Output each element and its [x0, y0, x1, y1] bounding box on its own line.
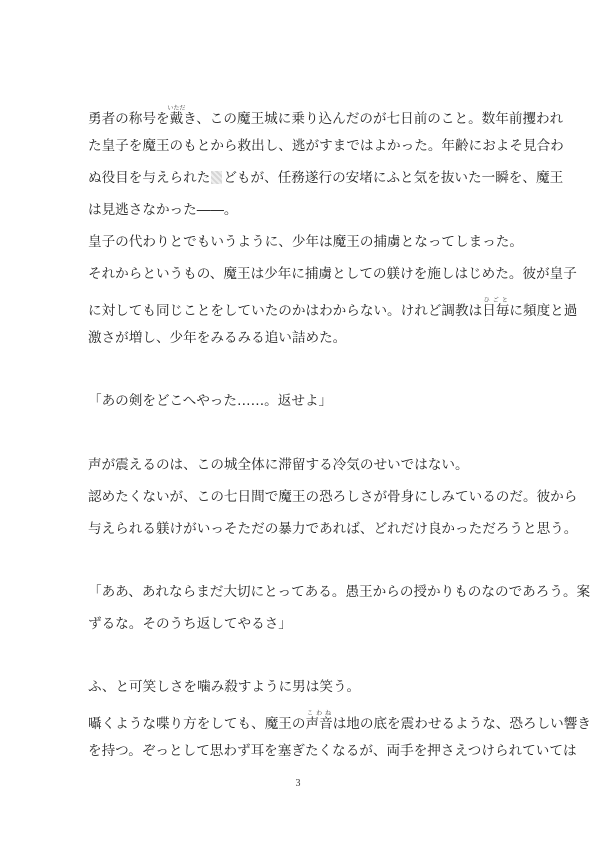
text-line-15: ふ、と可笑しさを噛み殺すように男は笑う。 [88, 679, 361, 695]
text-line-17: を持つ。ぞっとして思わず耳を塞ぎたくなるが、両手を押さえつけられていては [88, 743, 577, 759]
text-line-11: 認めたくないが、この七日間で魔王の恐ろしさが骨身にしみているのだ。彼から [88, 489, 578, 505]
page-number: 3 [295, 778, 301, 789]
text-line-1: 勇者の称号を戴いただき、この魔王城に乗り込んだのが七日前のこと。数年前攫われ [88, 105, 564, 127]
ruby-higoto: 日毎ひごと [482, 297, 510, 319]
text-line-16: 囁くような喋り方をしても、魔王の声音こわねは地の底を震わせるような、恐ろしい響き [88, 710, 591, 732]
text-line-14: ずるな。そのうち返してやるさ」 [88, 616, 292, 632]
ruby-kowane: 声音こわね [305, 710, 333, 732]
text-line-3: ぬ役目を与えられた どもが、任務遂行の安堵にふと気を抜いた一瞬を、魔王 [88, 170, 564, 186]
text-line-5: 皇子の代わりとでもいうように、少年は魔王の捕虜となってしまった。 [88, 234, 523, 250]
text-line-8: 激さが増し、少年をみるみる追い詰めた。 [88, 330, 347, 346]
ruby-itadaki: 戴いただ [167, 105, 186, 127]
text-line-13: 「ああ、あれならまだ大切にとってある。愚王からの授かりものなのであろう。案 [88, 584, 591, 600]
text-line-12: 与えられる躾けがいっそただの暴力であれば、どれだけ良かっただろうと思う。 [88, 521, 578, 537]
text-line-6: それからというもの、魔王は少年に捕虜としての躾けを施しはじめた。彼が皇子 [88, 266, 577, 282]
text-line-7: に対しても同じことをしていたのかはわからない。けれど調教は日毎ひごとに頻度と過 [88, 297, 578, 319]
text-line-4: は見逃さなかった――。 [88, 202, 238, 218]
censored-text-block [211, 171, 222, 184]
text-line-2: た皇子を魔王のもとから救出し、逃がすまではよかった。年齢におよそ見合わ [88, 138, 564, 154]
text-line-10: 声が震えるのは、この城全体に滞留する冷気のせいではない。 [88, 457, 469, 473]
text-line-9: 「あの剣をどこへやった……。返せよ」 [88, 393, 333, 409]
